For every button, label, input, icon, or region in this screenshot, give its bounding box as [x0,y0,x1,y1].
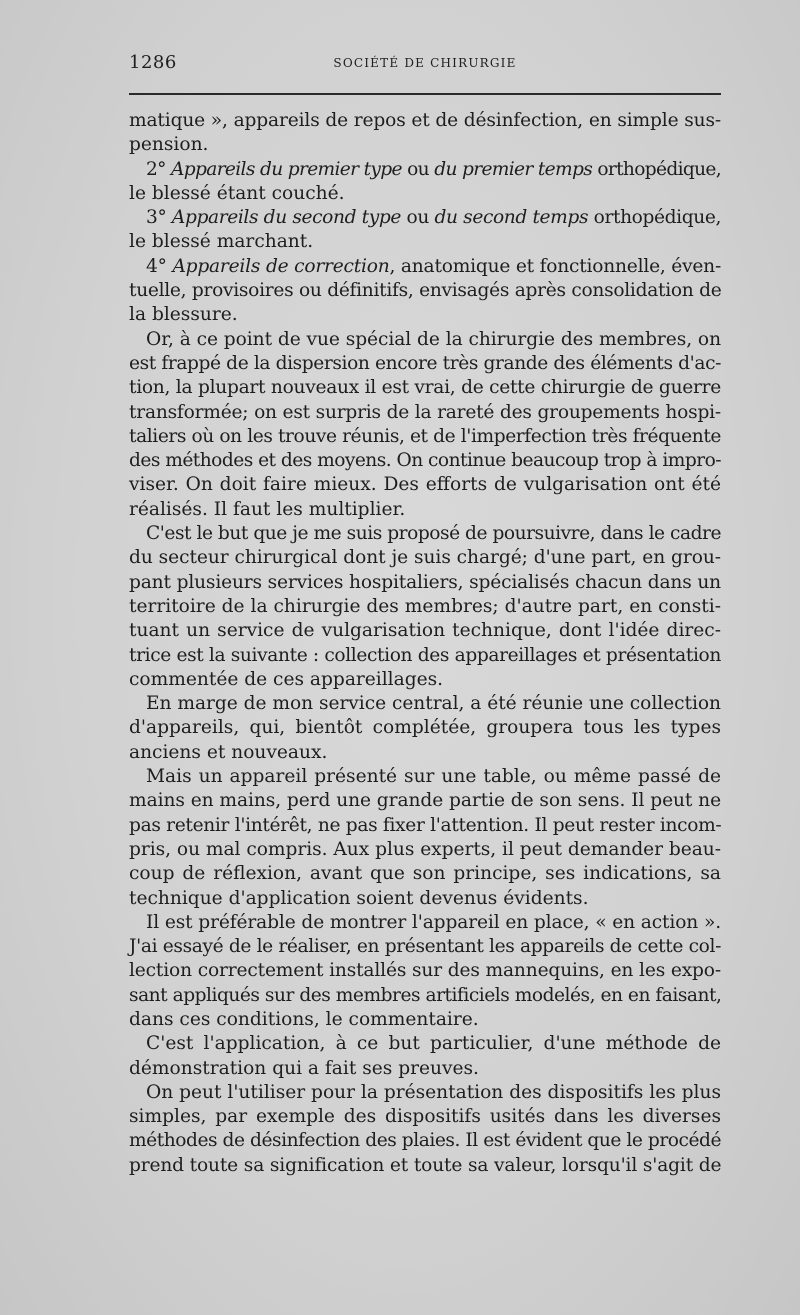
text-line: prend toute sa signification et toute sa valeur, lorsqu'il s'agit de [129,1154,722,1176]
text-line: On peut l'utiliser pour la présentation des dispositifs les plus [146,1081,721,1103]
text-line: trice est la suivante : collection des appareillages et présentation [129,644,721,666]
text-line: 3° Appareils du second type ou du second temps orthopédique, [146,207,722,229]
text-line: simples, par exemple des dispositifs usités dans les diverses [129,1106,721,1128]
text-line: le blessé marchant. [129,231,314,253]
text-line: technique d'application soient devenus évidents. [129,887,589,909]
text-line: commentée de ces appareillages. [129,668,444,690]
text-line: territoire de la chirurgie des membres; d'autre part, en consti- [129,595,721,617]
text-line: réalisés. Il faut les multiplier. [129,498,406,520]
text-line: mains en mains, perd une grande partie de son sens. Il peut ne [129,790,722,812]
text-line: tuelle, provisoires ou définitifs, envisagés après consolidation de [129,280,722,302]
text-line: transformée; on est surpris de la rareté des groupements hospi- [129,401,721,423]
text-line: 4° Appareils de correction, anatomique et fonctionnelle, éven- [146,255,722,277]
text-line: tion, la plupart nouveaux il est vrai, de cette chirurgie de guerre [129,377,721,399]
text-line: d'appareils, qui, bientôt complétée, groupera tous les types [129,717,721,739]
text-line: pension. [129,134,209,156]
text-line: J'ai essayé de le réaliser, en présentant les appareils de cette col- [129,936,721,958]
text-line: méthodes de désinfection des plaies. Il est évident que le procédé [129,1130,722,1152]
text-line: pas retenir l'intérêt, ne pas fixer l'attention. Il peut rester incom- [129,814,722,836]
text-line: taliers où on les trouve réunis, et de l'imperfection très fréquente [129,425,722,447]
text-line: pant plusieurs services hospitaliers, spécialisés chacun dans un [129,571,721,593]
text-line: Il est préférable de montrer l'appareil en place, « en action ». [146,911,721,933]
text-line: Or, à ce point de vue spécial de la chirurgie des membres, on [146,328,721,350]
text-line: tuant un service de vulgarisation technique, dont l'idée direc- [129,620,721,642]
text-line: la blessure. [129,304,238,326]
text-line: dans ces conditions, le commentaire. [129,1008,479,1030]
text-line: matique », appareils de repos et de désinfection, en simple sus- [129,110,721,131]
text-line: viser. On doit faire mieux. Des efforts de vulgarisation ont été [129,474,721,496]
page-number: 1286 [129,52,177,73]
text-line: En marge de mon service central, a été réunie une collection [146,693,722,715]
text-line: des méthodes et des moyens. On continue beaucoup trop à impro- [129,450,721,472]
body-text [129,109,721,1178]
page-header [129,52,721,74]
text-line: coup de réflexion, avant que son principe, ses indications, sa [129,863,721,885]
text-line: 2° Appareils du premier type ou du premier temps orthopédique, [146,158,721,180]
text-line: pris, ou mal compris. Aux plus experts, il peut demander beau- [129,838,721,860]
text-line: le blessé étant couché. [129,182,345,204]
text-line: sant appliqués sur des membres artificiels modelés, en en faisant, [129,984,722,1006]
text-line: lection correctement installés sur des mannequins, en les expo- [129,960,721,982]
text-line: anciens et nouveaux. [129,741,328,763]
text-line: Mais un appareil présenté sur une table, ou même passé de [146,766,721,788]
text-line: du secteur chirurgical dont je suis chargé; d'une part, en grou- [129,547,722,569]
text-line: est frappé de la dispersion encore très grande des éléments d'ac- [129,352,721,374]
text-line: démonstration qui a fait ses preuves. [129,1057,479,1079]
text-line: C'est le but que je me suis proposé de poursuivre, dans le cadre [146,523,721,545]
header-rule [129,93,721,95]
text-line: C'est l'application, à ce but particulier, d'une méthode de [146,1033,721,1055]
running-title: SOCIÉTÉ DE CHIRURGIE [333,56,517,70]
